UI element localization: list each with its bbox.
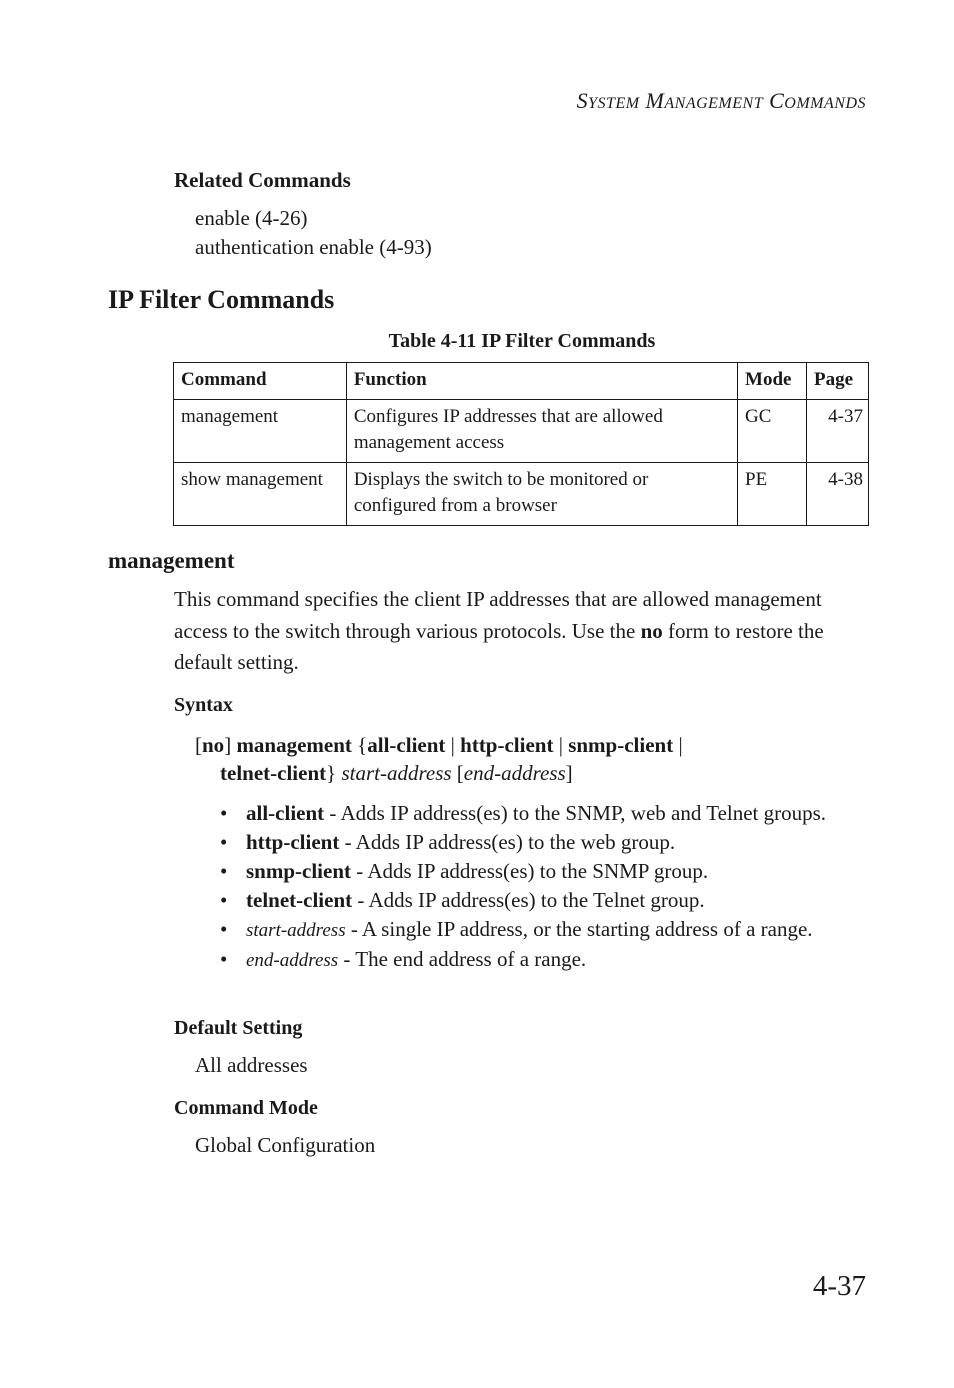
related-commands-list — [195, 204, 432, 262]
cell-mode: PE — [738, 463, 807, 526]
table-row — [174, 400, 869, 463]
col-header-function: Function — [346, 363, 737, 400]
bullet-icon: • — [220, 888, 228, 912]
page-number: 4-37 — [812, 1270, 866, 1302]
syntax-heading: Syntax — [174, 694, 233, 716]
syntax-parameter-list — [220, 799, 870, 975]
cell-command: show management — [174, 463, 347, 526]
col-header-mode: Mode — [738, 363, 807, 400]
list-item: • http-client - Adds IP address(es) to the web group. — [220, 828, 870, 857]
related-command-item[interactable]: enable (4-26) — [195, 206, 308, 230]
list-item: • end-address - The end address of a range. — [220, 945, 870, 975]
related-commands-heading: Related Commands — [174, 168, 351, 192]
command-description: This command specifies the client IP addresses that are allowed management access to the switch through various protocols. Use the no form to restore the default setting. — [174, 587, 824, 674]
command-mode-value: Global Configuration — [195, 1133, 376, 1157]
cell-mode: GC — [738, 400, 807, 463]
list-item: • telnet-client - Adds IP address(es) to the Telnet group. — [220, 886, 870, 915]
bullet-icon: • — [220, 917, 228, 941]
related-command-item[interactable]: authentication enable (4-93) — [195, 235, 432, 259]
running-head — [577, 88, 866, 114]
col-header-page: Page — [807, 363, 869, 400]
syntax-line-2: telnet-client} start-address [end-address] — [220, 761, 573, 785]
section-title: IP Filter Commands — [108, 285, 335, 314]
table-row — [174, 463, 869, 526]
table-header-row — [174, 363, 869, 400]
default-setting-value: All addresses — [195, 1053, 308, 1077]
list-item: • start-address - A single IP address, or the starting address of a range. — [220, 915, 870, 945]
table-caption: Table 4-11 IP Filter Commands — [388, 330, 656, 352]
bullet-icon: • — [220, 859, 228, 883]
default-setting-heading: Default Setting — [174, 1017, 303, 1039]
cell-function: Configures IP addresses that are allowed management access — [346, 400, 737, 463]
list-item: • all-client - Adds IP address(es) to the SNMP, web and Telnet groups. — [220, 799, 870, 828]
syntax-line-1: [no] management {all-client | http-client | snmp-client | — [195, 733, 683, 757]
command-heading: management — [108, 548, 235, 573]
cell-command: management — [174, 400, 347, 463]
running-head-word-3: COMMANDS — [769, 88, 866, 113]
running-head-word-1: SYSTEM — [576, 88, 640, 113]
running-head-word-2: MANAGEMENT — [645, 88, 764, 113]
bullet-icon: • — [220, 947, 228, 971]
cell-function: Displays the switch to be monitored or configured from a browser — [346, 463, 737, 526]
command-mode-heading: Command Mode — [174, 1097, 318, 1119]
list-item: • snmp-client - Adds IP address(es) to the SNMP group. — [220, 857, 870, 886]
ip-filter-commands-table — [173, 362, 869, 526]
bullet-icon: • — [220, 830, 228, 854]
bullet-icon: • — [220, 801, 228, 825]
cell-page: 4-38 — [807, 463, 869, 526]
cell-page: 4-37 — [807, 400, 869, 463]
col-header-command: Command — [174, 363, 347, 400]
